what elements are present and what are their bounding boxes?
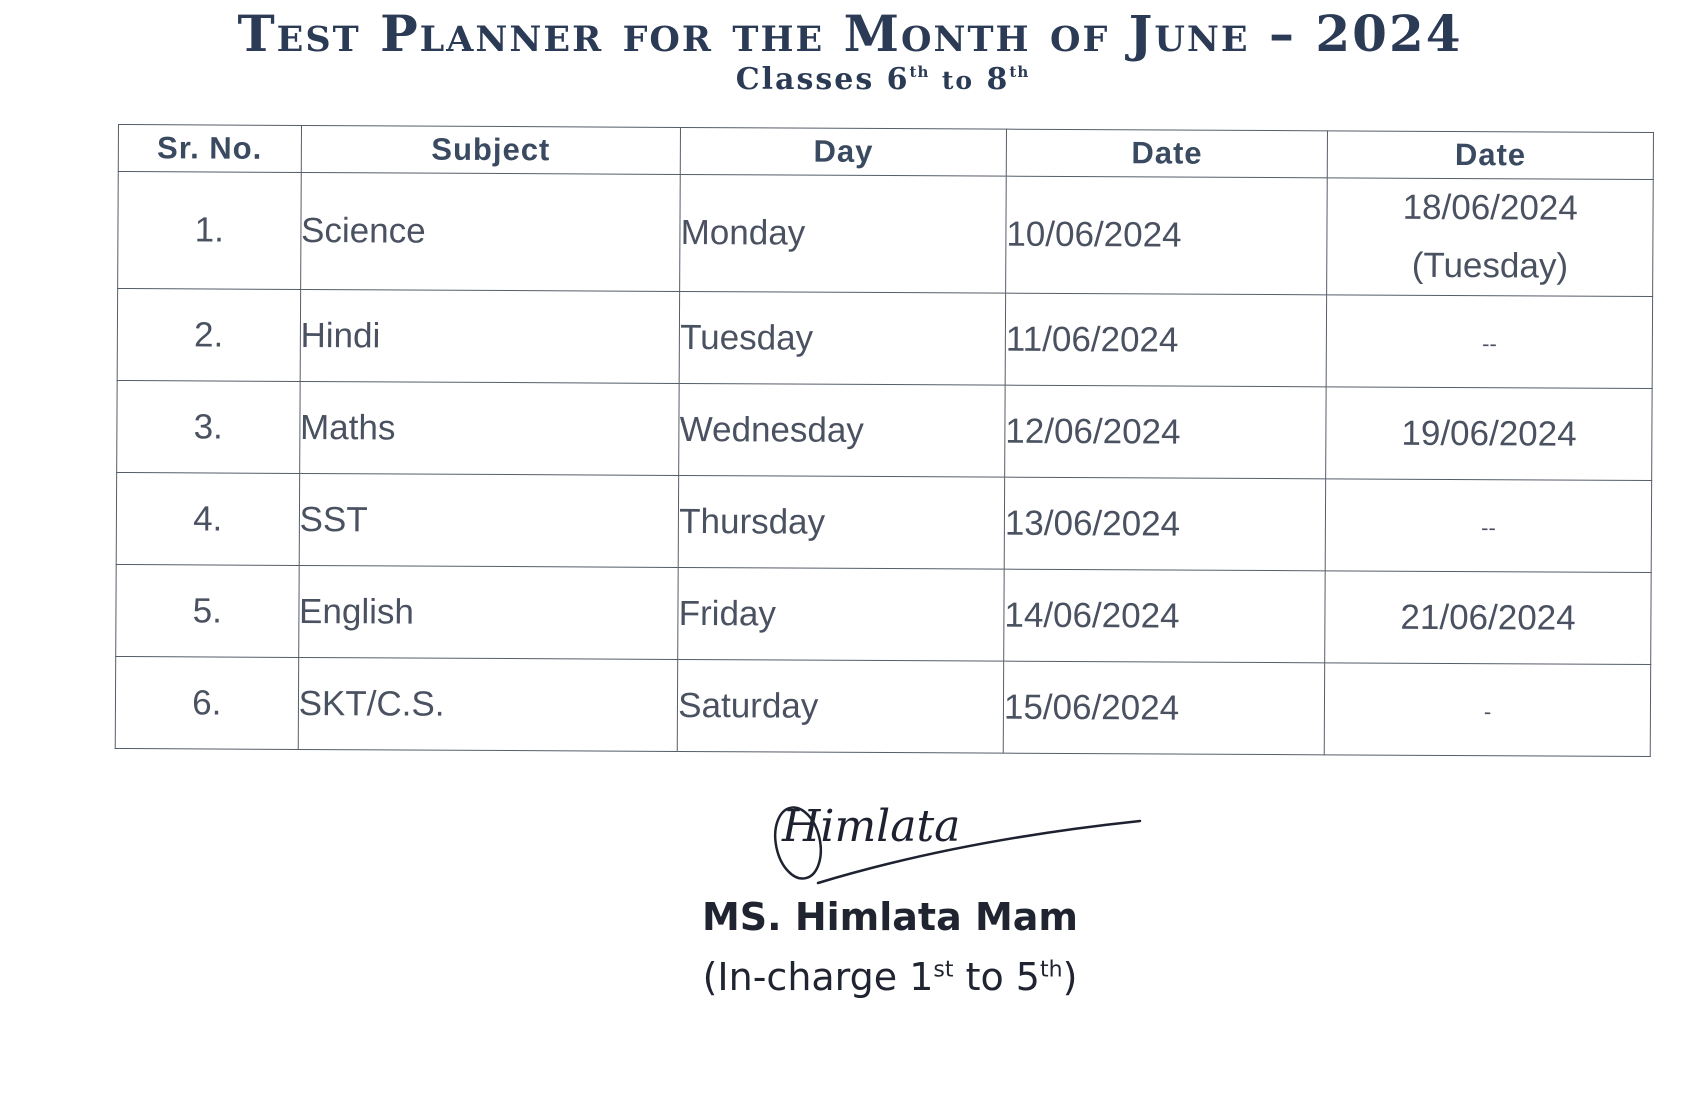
cell-second-date: 21/06/2024 (1325, 571, 1651, 665)
table-row (115, 656, 1650, 756)
role-part-open: (In-charge 1 (702, 955, 934, 999)
cell-day: Monday (680, 174, 1006, 293)
cell-day: Thursday (678, 475, 1004, 569)
signatory-name: MS. Himlata Mam (701, 895, 1079, 939)
cell-date: 12/06/2024 (1005, 385, 1327, 479)
column-header-sr-no: Sr. No. (118, 125, 301, 173)
page-subtitle (0, 62, 1700, 97)
cell-sr-no: 2. (117, 289, 300, 382)
role-part-close: ) (1062, 955, 1078, 999)
cell-second-date (1325, 479, 1651, 573)
cell-second-date (1324, 663, 1650, 757)
second-date-value: -- (1482, 330, 1497, 356)
table-row (116, 564, 1651, 664)
handwritten-signature (760, 795, 1160, 905)
cell-sr-no: 1. (118, 172, 301, 290)
cell-second-date: 19/06/2024 (1326, 387, 1652, 481)
column-header-second-date: Date (1328, 131, 1654, 180)
cell-date: 14/06/2024 (1004, 569, 1326, 663)
subtitle-ordinal-1: th (909, 63, 930, 81)
page-title: Test Planner for the Month of June – 2024 (237, 4, 1463, 63)
cell-subject: SST (299, 473, 679, 567)
table-row (116, 472, 1651, 572)
cell-date: 11/06/2024 (1005, 293, 1327, 387)
column-header-subject: Subject (301, 125, 681, 174)
cell-day: Saturday (677, 659, 1003, 753)
cell-date: 15/06/2024 (1003, 661, 1325, 755)
signatory-role (0, 955, 1700, 999)
column-header-day: Day (681, 127, 1007, 176)
table-header-row (118, 125, 1653, 180)
table-row (117, 380, 1652, 480)
second-date-day-note: (Tuesday) (1411, 245, 1569, 286)
cell-sr-no: 6. (115, 656, 298, 749)
cell-day: Friday (678, 567, 1004, 661)
cell-sr-no: 5. (116, 564, 299, 657)
subtitle-to: to (941, 66, 975, 95)
cell-second-date (1327, 178, 1653, 297)
cell-sr-no: 3. (117, 380, 300, 473)
cell-date: 13/06/2024 (1004, 477, 1326, 571)
cell-date: 10/06/2024 (1006, 176, 1328, 295)
cell-second-date (1326, 295, 1652, 389)
cell-sr-no: 4. (116, 472, 299, 565)
second-date-value: - (1483, 698, 1492, 724)
role-part-mid: to 5 (953, 955, 1040, 999)
table-row (118, 172, 1654, 297)
cell-day: Wednesday (679, 383, 1005, 477)
table-row (117, 289, 1652, 389)
cell-subject: Hindi (300, 289, 680, 383)
cell-subject: SKT/C.S. (298, 657, 678, 751)
cell-subject: English (298, 565, 678, 659)
role-ordinal-2: th (1039, 957, 1063, 983)
second-date-value: 18/06/2024 (1402, 187, 1578, 228)
subtitle-ordinal-2: th (1009, 63, 1030, 81)
cell-subject: Maths (299, 381, 679, 475)
test-planner-table (115, 124, 1654, 757)
role-ordinal-1: st (933, 957, 954, 983)
cell-day: Tuesday (679, 291, 1005, 385)
column-header-date: Date (1006, 129, 1328, 178)
signature-handwriting: Himlata (782, 801, 961, 852)
subtitle-number-2: 8 (986, 62, 1010, 97)
subtitle-classes: Classes 6 (735, 62, 910, 97)
second-date-value: -- (1481, 514, 1496, 540)
cell-subject: Science (300, 172, 680, 291)
